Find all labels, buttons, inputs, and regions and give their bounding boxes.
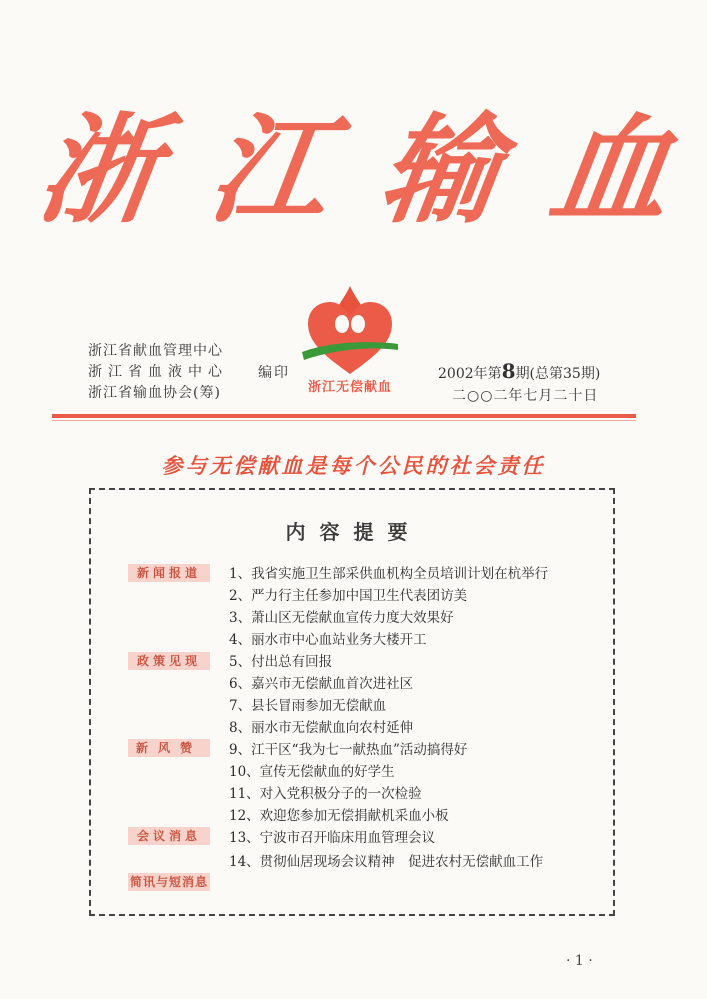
masthead-char-4: 血 <box>542 100 680 239</box>
toc-item: 13、宁波市召开临床用血管理会议 <box>229 830 436 846</box>
editor-tag: 编印 <box>258 365 290 381</box>
blood-donation-logo <box>298 282 402 395</box>
toc-item: 8、丽水市无偿献血向农村延伸 <box>229 720 414 736</box>
toc-item: 9、江干区“我为七一献热血”活动搞得好 <box>229 742 468 758</box>
toc-item: 14、贯彻仙居现场会议精神 促进农村无偿献血工作 <box>229 854 544 870</box>
masthead-title <box>30 95 680 245</box>
masthead-char-3: 输 <box>371 100 510 239</box>
publisher-line-2: 浙江省血液中心 <box>88 364 228 380</box>
publisher-list <box>88 341 228 404</box>
toc-item: 12、欢迎您参加无偿捐献机采血小板 <box>229 808 449 824</box>
issue-info <box>438 360 600 407</box>
toc-item: 4、丽水市中心血站业务大楼开工 <box>229 632 427 648</box>
slogan: 参与无偿献血是每个公民的社会责任 <box>161 453 546 478</box>
category-label: 新风赞 <box>128 739 210 757</box>
issue-prefix: 2002年第 <box>438 366 502 382</box>
heart-drop-icon <box>298 282 402 378</box>
publisher-line-1: 浙江省献血管理中心 <box>88 343 223 359</box>
header-divider-thin <box>52 420 636 421</box>
toc-item: 2、严力行主任参加中国卫生代表团访美 <box>229 588 468 604</box>
issue-suffix: 期(总第35期) <box>515 366 601 382</box>
masthead-char-1: 浙 <box>30 100 168 239</box>
issue-number-line <box>438 360 600 385</box>
toc-item: 1、我省实施卫生部采供血机构全员培训计划在杭举行 <box>229 566 549 582</box>
toc-item: 5、付出总有回报 <box>229 654 333 670</box>
masthead-char-2: 江 <box>200 100 339 239</box>
toc-item: 11、对入党积极分子的一次检验 <box>229 786 422 802</box>
issue-number: 8 <box>501 359 516 383</box>
header-divider <box>52 414 636 418</box>
page-number: · 1 · <box>566 953 593 969</box>
toc-item: 7、县长冒雨参加无偿献血 <box>229 698 387 714</box>
toc-title: 内容提要 <box>285 520 422 544</box>
category-label: 新闻报道 <box>128 564 210 582</box>
toc-item: 6、嘉兴市无偿献血首次进社区 <box>229 676 414 692</box>
category-label: 简讯与短消息 <box>129 875 208 889</box>
toc-item: 3、萧山区无偿献血宣传力度大效果好 <box>229 610 454 626</box>
issue-date: 二○○二年七月二十日 <box>452 388 599 404</box>
toc-item: 10、宣传无偿献血的好学生 <box>229 764 395 780</box>
publisher-line-3: 浙江省输血协会(筹) <box>88 385 221 401</box>
category-label: 会议消息 <box>128 827 210 845</box>
logo-text: 浙江无偿献血 <box>307 380 392 395</box>
category-label: 政策见现 <box>128 652 210 670</box>
